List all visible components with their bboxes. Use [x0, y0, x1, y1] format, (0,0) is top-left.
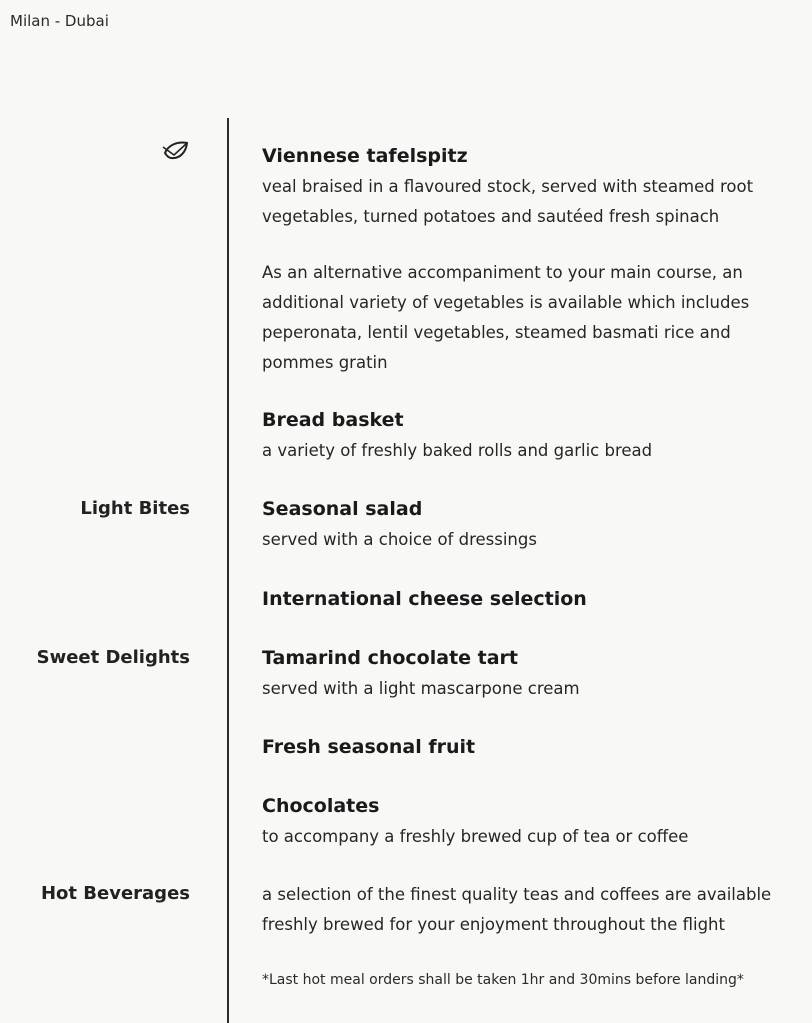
menu-item-name: Tamarind chocolate tart	[262, 647, 519, 669]
menu-item-description: served with a choice of dressings	[262, 530, 537, 549]
menu-item-name: Chocolates	[262, 795, 380, 817]
menu-item-tafelspitz	[262, 144, 802, 232]
menu-item-tamarind-tart	[262, 646, 802, 704]
section-hot-beverages: Hot Beverages	[40, 883, 190, 904]
section-sweet-delights: Sweet Delights	[36, 647, 190, 668]
route-title: Milan - Dubai	[10, 12, 109, 30]
menu-item-description: a variety of freshly baked rolls and garlic bread	[262, 441, 653, 460]
column-divider	[227, 118, 229, 1023]
menu-item-description: veal braised in a flavoured stock, served with steamed root vegetables, turned potatoes and sautéed fresh spinach	[262, 177, 754, 226]
menu-item-fresh-fruit	[262, 735, 802, 763]
hot-beverages-description: a selection of the finest quality teas and coffees are available freshly brewed for your enjoyment throughout the flight	[262, 885, 772, 934]
menu-item-name: Viennese tafelspitz	[262, 145, 468, 167]
menu-item-name: Seasonal salad	[262, 498, 423, 520]
menu-item-name: Bread basket	[262, 409, 404, 431]
menu-item-name: International cheese selection	[262, 588, 587, 610]
menu-item-description: served with a light mascarpone cream	[262, 679, 580, 698]
menu-item-name: Fresh seasonal fruit	[262, 736, 476, 758]
menu-item-seasonal-salad	[262, 497, 802, 555]
menu-item-cheese-selection	[262, 587, 802, 615]
menu-item-bread-basket	[262, 408, 802, 466]
alternative-accompaniment-note: As an alternative accompaniment to your main course, an additional variety of vegetables is available which includes peperonata, lentil vegetables, steamed basmati rice and pommes gratin	[262, 263, 750, 372]
section-light-bites: Light Bites	[80, 498, 190, 519]
menu-item-chocolates	[262, 794, 802, 852]
footnote: *Last hot meal orders shall be taken 1hr and 30mins before landing*	[262, 972, 744, 988]
menu-item-description: to accompany a freshly brewed cup of tea or coffee	[262, 827, 689, 846]
leaf-icon	[160, 135, 190, 165]
